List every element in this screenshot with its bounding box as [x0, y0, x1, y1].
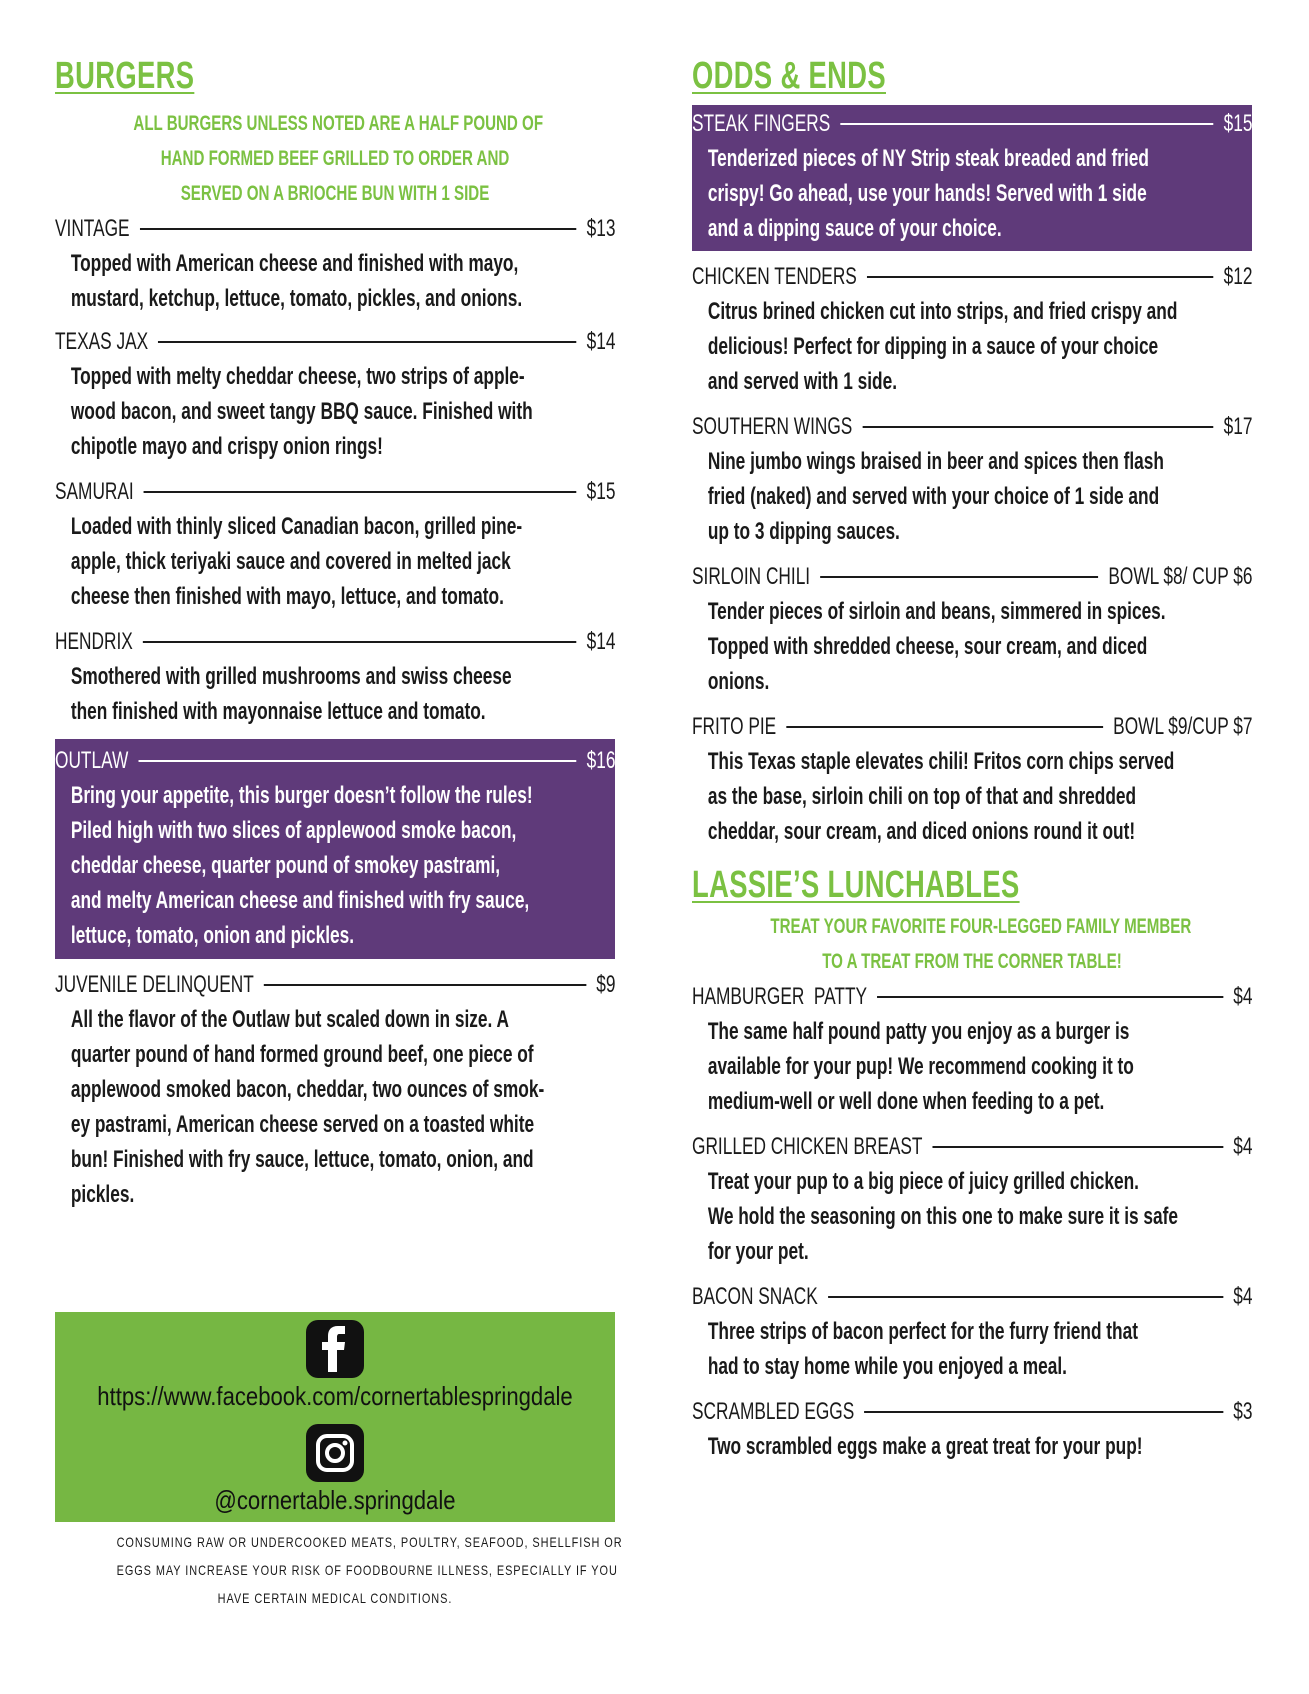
menu-item-outlaw: [55, 739, 615, 959]
menu-item-name: SIRLOIN CHILI: [692, 563, 811, 590]
menu-item-head: [692, 709, 1252, 744]
description-line: Loaded with thinly sliced Canadian bacon, grilled pine-: [70, 513, 523, 540]
description-line: then finished with mayonnaise lettuce and tomato.: [70, 698, 486, 725]
leader-line: [877, 996, 1223, 998]
description-line: pickles.: [70, 1181, 135, 1208]
menu-item-head: [692, 979, 1252, 1014]
menu-item-description: [692, 444, 1268, 549]
menu-item-description: [692, 1014, 1268, 1119]
menu-item-name: JUVENILE DELINQUENT: [55, 971, 254, 998]
menu-item-description: [55, 778, 631, 953]
description-line: and a dipping sauce of your choice.: [707, 215, 1002, 242]
menu-item-hendrix: [55, 624, 615, 729]
description-line: apple, thick teriyaki sauce and covered in melted jack: [70, 548, 511, 575]
food-safety-disclaimer: [55, 1528, 623, 1612]
leader-line: [867, 276, 1214, 278]
disclaimer-line: EGGS MAY INCREASE YOUR RISK OF FOODBOURNE ILLNESS, ESPECIALLY IF YOU: [116, 1562, 618, 1578]
menu-item-description: [692, 594, 1268, 699]
menu-item-name: SOUTHERN WINGS: [692, 413, 853, 440]
menu-item-description: [55, 359, 631, 464]
leader-line: [140, 228, 577, 230]
description-line: crispy! Go ahead, use your hands! Served with 1 side: [707, 180, 1147, 207]
menu-item-texas-jax: [55, 324, 615, 464]
description-line: delicious! Perfect for dipping in a sauce of your choice: [707, 333, 1159, 360]
description-line: Three strips of bacon perfect for the furry friend that: [707, 1318, 1138, 1345]
description-line: up to 3 dipping sauces.: [707, 518, 900, 545]
description-line: ey pastrami, American cheese served on a toasted white: [70, 1111, 535, 1138]
leader-line: [786, 726, 1103, 728]
menu-item-description: [55, 246, 631, 316]
burgers-note-line: SERVED ON A BRIOCHE BUN WITH 1 SIDE: [180, 182, 490, 205]
description-line: and melty American cheese and finished with fry sauce,: [70, 887, 530, 914]
description-line: available for your pup! We recommend cooking it to: [707, 1053, 1134, 1080]
description-line: for your pet.: [707, 1238, 809, 1265]
description-line: had to stay home while you enjoyed a meal.: [707, 1353, 1067, 1380]
menu-item-samurai: [55, 474, 615, 614]
burgers-note: [55, 106, 615, 211]
menu-item-scrambled-eggs: [692, 1394, 1252, 1464]
description-line: bun! Finished with fry sauce, lettuce, tomato, onion, and: [70, 1146, 534, 1173]
description-line: Tenderized pieces of NY Strip steak breaded and fried: [707, 145, 1149, 172]
leader-line: [820, 576, 1098, 578]
menu-item-name: HENDRIX: [55, 628, 133, 655]
menu-item-name: STEAK FINGERS: [692, 110, 831, 137]
menu-item-price: $17: [1223, 413, 1253, 440]
disclaimer-line: CONSUMING RAW OR UNDERCOOKED MEATS, POULTRY, SEAFOOD, SHELLFISH OR: [116, 1534, 623, 1550]
description-line: This Texas staple elevates chili! Fritos corn chips served: [707, 748, 1175, 775]
menu-item-price: $9: [596, 971, 616, 998]
menu-item-price: $14: [586, 328, 616, 355]
description-line: Topped with shredded cheese, sour cream, and diced: [707, 633, 1148, 660]
menu-item-description: [692, 141, 1268, 246]
description-line: The same half pound patty you enjoy as a burger is: [707, 1018, 1130, 1045]
description-line: chipotle mayo and crispy onion rings!: [70, 433, 383, 460]
description-line: cheese then finished with mayo, lettuce, and tomato.: [70, 583, 504, 610]
description-line: Smothered with grilled mushrooms and swiss cheese: [70, 663, 512, 690]
description-line: Piled high with two slices of applewood smoke bacon,: [70, 817, 517, 844]
menu-item-head: [692, 1279, 1252, 1314]
facebook-url[interactable]: https://www.facebook.com/cornertablespringdale: [97, 1381, 573, 1411]
lassie-note-line: TREAT YOUR FAVORITE FOUR-LEGGED FAMILY MEMBER: [770, 915, 1192, 938]
social-links-panel: [55, 1312, 615, 1522]
burgers-note-line: ALL BURGERS UNLESS NOTED ARE A HALF POUND OF: [133, 112, 544, 135]
leader-line: [143, 641, 577, 643]
leader-line: [138, 760, 576, 762]
menu-item-price: $16: [586, 747, 616, 774]
menu-item-name: HAMBURGER PATTY: [692, 983, 868, 1010]
leader-line: [144, 491, 577, 493]
description-line: cheddar cheese, quarter pound of smokey pastrami,: [70, 852, 501, 879]
menu-item-head: [692, 1129, 1252, 1164]
menu-item-price: $15: [1223, 110, 1253, 137]
description-line: mustard, ketchup, lettuce, tomato, pickles, and onions.: [70, 285, 523, 312]
menu-item-price: BOWL $9/CUP $7: [1113, 713, 1253, 740]
menu-item-name: SCRAMBLED EGGS: [692, 1398, 855, 1425]
menu-item-head: [55, 743, 615, 778]
facebook-icon[interactable]: [306, 1320, 364, 1378]
leader-line: [840, 123, 1213, 125]
instagram-icon[interactable]: [306, 1424, 364, 1482]
menu-item-price: $13: [586, 215, 616, 242]
description-line: onions.: [707, 668, 770, 695]
menu-item-juvenile-delinquent: [55, 967, 615, 1212]
menu-item-frito-pie: [692, 709, 1252, 849]
description-line: All the flavor of the Outlaw but scaled down in size. A: [70, 1006, 509, 1033]
description-line: quarter pound of hand formed ground beef, one piece of: [70, 1041, 534, 1068]
menu-item-head: [55, 211, 615, 246]
description-line: We hold the seasoning on this one to make sure it is safe: [707, 1203, 1179, 1230]
menu-item-name: TEXAS JAX: [55, 328, 149, 355]
menu-item-steak-fingers: [692, 105, 1252, 251]
menu-item-name: VINTAGE: [55, 215, 130, 242]
menu-item-head: [692, 106, 1252, 141]
menu-item-price: $12: [1223, 263, 1253, 290]
menu-item-head: [55, 624, 615, 659]
menu-item-description: [55, 659, 631, 729]
menu-item-head: [692, 559, 1252, 594]
lassie-note: [692, 909, 1252, 979]
menu-item-name: FRITO PIE: [692, 713, 777, 740]
menu-item-description: [692, 1164, 1268, 1269]
menu-item-hamburger-patty: [692, 979, 1252, 1119]
menu-item-description: [692, 744, 1268, 849]
menu-item-price: $3: [1233, 1398, 1253, 1425]
menu-item-head: [692, 1394, 1252, 1429]
instagram-handle[interactable]: @cornertable.springdale: [214, 1485, 456, 1515]
description-line: medium-well or well done when feeding to a pet.: [707, 1088, 1105, 1115]
description-line: fried (naked) and served with your choice of 1 side and: [707, 483, 1160, 510]
menu-item-head: [55, 967, 615, 1002]
description-line: as the base, sirloin chili on top of that and shredded: [707, 783, 1137, 810]
menu-item-name: SAMURAI: [55, 478, 134, 505]
menu-item-price: BOWL $8/ CUP $6: [1108, 563, 1253, 590]
leader-line: [158, 341, 576, 343]
description-line: Nine jumbo wings braised in beer and spices then flash: [707, 448, 1164, 475]
description-line: Two scrambled eggs make a great treat for your pup!: [707, 1433, 1143, 1460]
description-line: cheddar, sour cream, and diced onions round it out!: [707, 818, 1136, 845]
description-line: Tender pieces of sirloin and beans, simmered in spices.: [707, 598, 1166, 625]
menu-item-name: OUTLAW: [55, 747, 129, 774]
menu-item-head: [55, 474, 615, 509]
burgers-note-line: HAND FORMED BEEF GRILLED TO ORDER AND: [160, 147, 510, 170]
right-column: [692, 0, 1252, 1464]
menu-item-vintage: [55, 211, 615, 316]
description-line: Citrus brined chicken cut into strips, and fried crispy and: [707, 298, 1178, 325]
leader-line: [864, 1411, 1223, 1413]
menu-item-head: [692, 259, 1252, 294]
description-line: applewood smoked bacon, cheddar, two ounces of smok-: [70, 1076, 545, 1103]
menu-item-price: $4: [1233, 983, 1253, 1010]
menu-item-price: $14: [586, 628, 616, 655]
menu-item-bacon-snack: [692, 1279, 1252, 1384]
disclaimer-line: HAVE CERTAIN MEDICAL CONDITIONS.: [217, 1590, 453, 1606]
description-line: wood bacon, and sweet tangy BBQ sauce. Finished with: [70, 398, 533, 425]
menu-item-description: [692, 294, 1268, 399]
menu-item-price: $4: [1233, 1283, 1253, 1310]
menu-item-sirloin-chili: [692, 559, 1252, 699]
description-line: Topped with melty cheddar cheese, two strips of apple-: [70, 363, 525, 390]
leader-line: [933, 1146, 1224, 1148]
menu-item-price: $4: [1233, 1133, 1253, 1160]
menu-item-southern-wings: [692, 409, 1252, 549]
description-line: Treat your pup to a big piece of juicy grilled chicken.: [707, 1168, 1139, 1195]
menu-item-chicken-tenders: [692, 259, 1252, 399]
menu-item-description: [692, 1314, 1268, 1384]
menu-item-grilled-chicken-breast: [692, 1129, 1252, 1269]
menu-item-name: GRILLED CHICKEN BREAST: [692, 1133, 923, 1160]
odds-ends-title: ODDS & ENDS: [692, 55, 886, 97]
menu-item-head: [55, 324, 615, 359]
menu-item-description: [55, 509, 631, 614]
lassies-lunchables-title: LASSIE’S LUNCHABLES: [692, 864, 1020, 906]
menu-item-price: $15: [586, 478, 616, 505]
menu-item-head: [692, 409, 1252, 444]
leader-line: [264, 984, 586, 986]
leader-line: [862, 426, 1213, 428]
left-column: [55, 0, 615, 1212]
lassie-note-line: TO A TREAT FROM THE CORNER TABLE!: [822, 950, 1122, 973]
leader-line: [828, 1296, 1223, 1298]
description-line: lettuce, tomato, onion and pickles.: [70, 922, 355, 949]
menu-item-description: [55, 1002, 631, 1212]
menu-item-name: CHICKEN TENDERS: [692, 263, 857, 290]
menu-item-name: BACON SNACK: [692, 1283, 818, 1310]
menu-item-description: [692, 1429, 1268, 1464]
description-line: and served with 1 side.: [707, 368, 898, 395]
burgers-title: BURGERS: [55, 55, 195, 97]
description-line: Topped with American cheese and finished with mayo,: [70, 250, 519, 277]
description-line: Bring your appetite, this burger doesn’t follow the rules!: [70, 782, 533, 809]
